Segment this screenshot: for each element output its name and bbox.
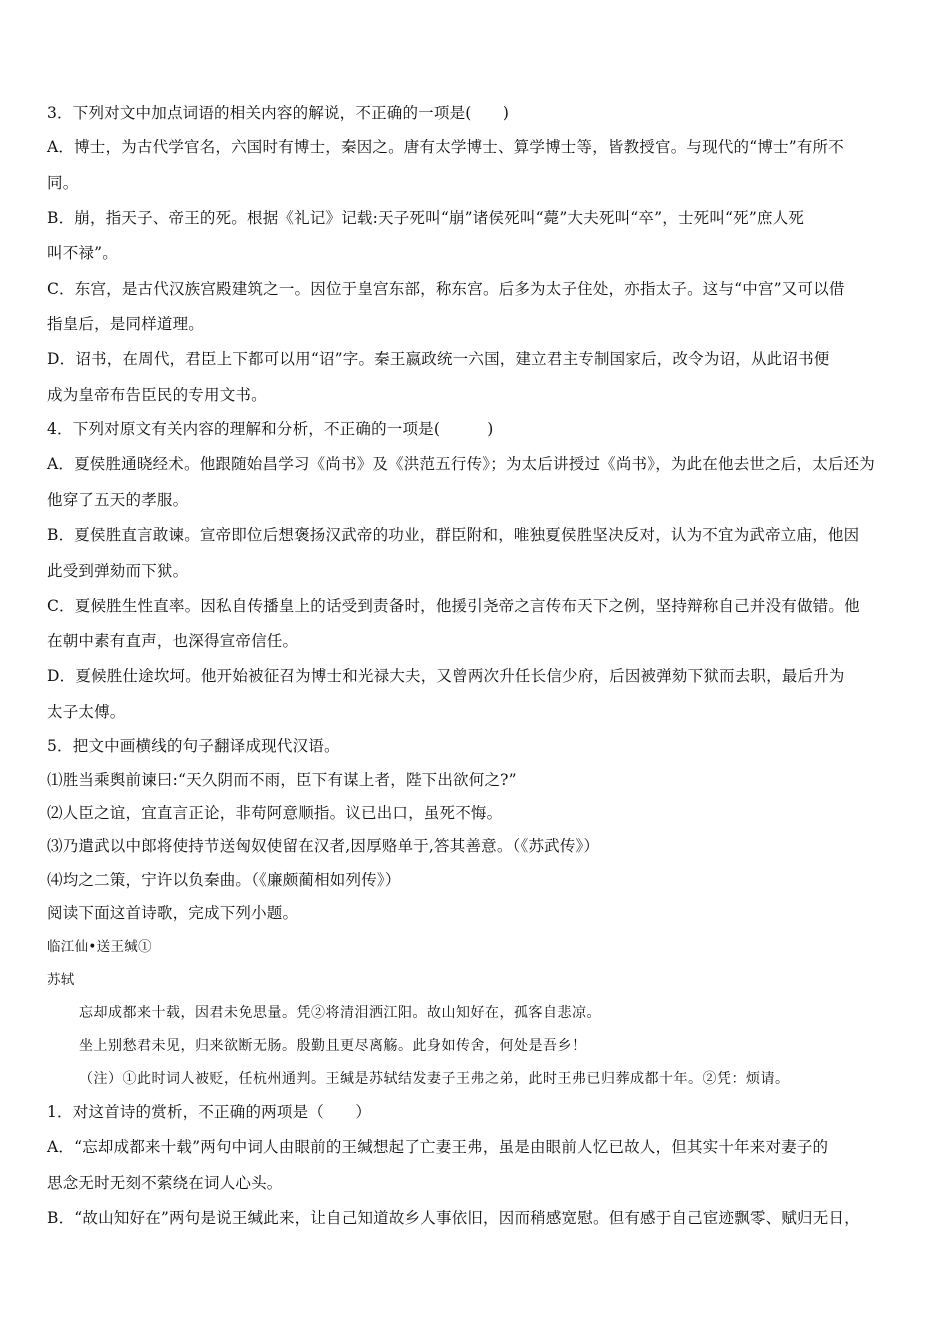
poem-note: （注）①此时词人被贬，任杭州通判。王缄是苏轼结发妻子王弗之弟，此时王弗已归葬成都十年。②凭：烦请。 [79,1071,790,1087]
q5-sentence-4: ⑷均之二策，宁许以负秦曲。（《廉颇蔺相如列传》） [47,871,401,889]
p1-option-a-line1: A．“忘却成都来十载”两句中词人由眼前的王缄想起了亡妻王弗，虽是由眼前人忆已故人，但其实十年来对妻子的 [47,1138,829,1156]
q3-option-d-line1: D．诏书，在周代，君臣上下都可以用“诏”字。秦王嬴政统一六国，建立君主专制国家后，改令为诏，从此诏书便 [47,350,830,368]
q3-option-b-line2: 叫不禄”。 [47,244,118,262]
q5-sentence-3: ⑶乃遣武以中郎将使持节送匈奴使留在汉者,因厚赂单于,答其善意。（《苏武传》） [47,837,600,855]
q3-option-a-line1: A．博士，为古代学官名，六国时有博士，秦因之。唐有太学博士、算学博士等，皆教授官。与现代的“博士”有所不 [47,138,844,156]
poem-author: 苏轼 [47,972,75,988]
p1-stem: 1．对这首诗的赏析，不正确的两项是（ ） [47,1103,372,1121]
q4-option-b-line2: 此受到弹劾而下狱。 [47,562,189,580]
q4-option-d-line1: D．夏候胜仕途坎坷。他开始被征召为博士和光禄大夫，又曾两次升任长信少府，后因被弹劾下狱而去职，最后升为 [47,667,845,685]
q4-stem: 4．下列对原文有关内容的理解和分析，不正确的一项是( ) [47,420,494,438]
q4-option-d-line2: 太子太傅。 [47,703,126,721]
poem-title: 临江仙•送王缄① [47,939,152,955]
q3-stem: 3．下列对文中加点词语的相关内容的解说，不正确的一项是( ) [47,104,510,122]
poem-intro: 阅读下面这首诗歌，完成下列小题。 [47,904,299,922]
q3-option-d-line2: 成为皇帝布告臣民的专用文书。 [47,386,267,404]
q3-option-c-line2: 指皇后，是同样道理。 [47,315,205,333]
q3-option-b-line1: B．崩，指天子、帝王的死。根据《礼记》记载:天子死叫“崩”诸侯死叫“薨”大夫死叫“卒”，士死叫“死”庶人死 [47,209,805,227]
p1-option-a-line2: 思念无时无刻不萦绕在词人心头。 [47,1174,283,1192]
q4-option-a-line2: 他穿了五天的孝服。 [47,491,189,509]
p1-option-b-line1: B．“故山知好在”两句是说王缄此来，让自己知道故乡人事依旧，因而稍感宽慰。但有感于自己宦迹飘零、赋归无日， [47,1209,860,1227]
q4-option-c-line2: 在朝中素有直声，也深得宣帝信任。 [47,632,299,650]
poem-line-2: 坐上别愁君未见，归来欲断无肠。殷勤且更尽离觞。此身如传舍，何处是吾乡！ [79,1038,587,1054]
q4-option-b-line1: B．夏侯胜直言敢谏。宣帝即位后想褒扬汉武帝的功业，群臣附和，唯独夏侯胜坚决反对，认为不宜为武帝立庙，他因 [47,526,860,544]
q4-option-c-line1: C．夏候胜生性直率。因私自传播皇上的话受到责备时，他援引尧帝之言传布天下之例，坚持辩称自己并没有做错。他 [47,597,860,615]
q4-option-a-line1: A．夏侯胜通晓经术。他跟随始昌学习《尚书》及《洪范五行传》；为太后讲授过《尚书》，为此在他去世之后，太后还为 [47,455,875,473]
q5-stem: 5．把文中画横线的句子翻译成现代汉语。 [47,737,340,755]
q3-option-a-line2: 同。 [47,174,79,192]
q5-sentence-1: ⑴胜当乘舆前谏曰:“天久阴而不雨，臣下有谋上者，陛下出欲何之?” [47,771,517,789]
poem-line-1: 忘却成都来十载，因君未免思量。凭②将清泪洒江阳。故山知好在，孤客自悲凉。 [79,1005,601,1021]
q5-sentence-2: ⑵人臣之谊，宜直言正论，非苟阿意顺指。议已出口，虽死不悔。 [47,804,503,822]
q3-option-c-line1: C．东宫，是古代汉族宫殿建筑之一。因位于皇宫东部，称东宫。后多为太子住处，亦指太子。这与“中宫”又可以借 [47,280,845,298]
